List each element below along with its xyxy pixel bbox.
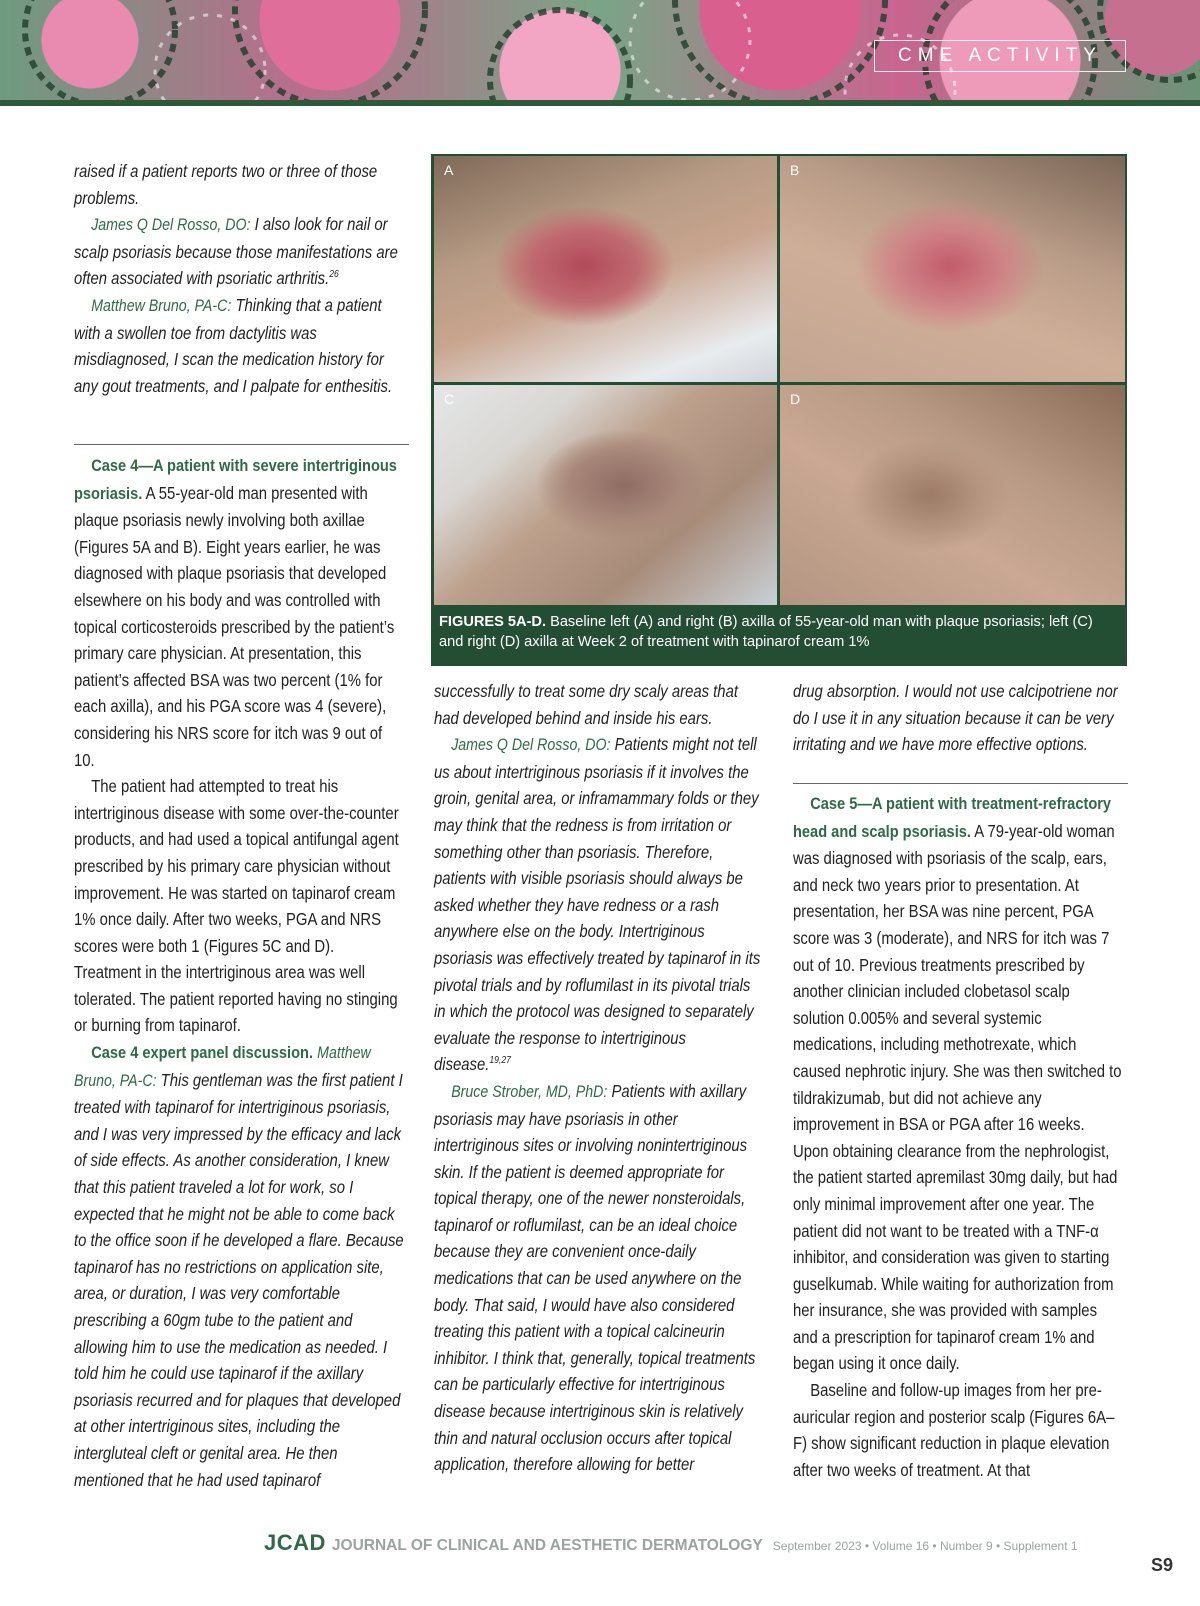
caption-text: Baseline left (A) and right (B) axilla of 55-year-old man with plaque psoriasis; left (C) and right (D) axilla at Week 2 of treatment with tapinarof cream 1% [439, 614, 1093, 650]
figure-caption [439, 612, 1119, 652]
speaker-name: James Q Del Rosso, DO: [91, 216, 251, 235]
journal-logo: JCAD [264, 1530, 326, 1555]
photo-label: D [790, 391, 801, 407]
paragraph-text: A 79-year-old woman was diagnosed with psoriasis of the scalp, ears, and neck two years prior to presentation. At presentation, her BSA was nine percent, PGA score was 3 (moderate), and NRS for itch was 7 out of 10. Previous treatments prescribed by another clinician included clobetasol scalp solution 0.005% and several systemic medications, including methotrexate, which caused nephrotic injury. She was then switched to tildrakizumab, but did not achieve any improvement in BSA or PGA after 16 weeks. Upon obtaining clearance from the nephrologist, the patient started apremilast 30mg daily, but had only minimal improvement after one year. The patient did not want to be treated with a TNF-α inhibitor, and consideration was given to starting guselkumab. While waiting for authorization from her insurance, she was provided with samples and a prescription for tapinarof cream 1% and began using it once daily. [793, 820, 1122, 1374]
speaker-name: Bruce Strober, MD, PhD: [451, 1082, 608, 1101]
paragraph [434, 1078, 764, 1478]
case-heading: Case 4—A patient with severe intertriginous psoriasis. [74, 456, 397, 503]
page-number: S9 [1151, 1555, 1174, 1575]
section-divider [74, 444, 409, 445]
column-2 [434, 678, 764, 1478]
caption-label: FIGURES 5A-D. [439, 614, 547, 630]
photo-a [434, 156, 777, 382]
speaker-name: Matthew Bruno, PA-C: [74, 1044, 371, 1090]
issue-info: September 2023 • Volume 16 • Number 9 • Supplement 1 [772, 1539, 1078, 1553]
photo-c [434, 385, 777, 605]
paragraph-text: Patients with axillary psoriasis may have psoriasis in other intertriginous sites or involving nonintertriginous skin. If the patient is deemed appropriate for topical therapy, one of the newer nonsteroidals, tapinarof or roflumilast, can be an ideal choice because they are convenient once-daily medications that can be used anywhere on the body. That said, I would have also considered treating this patient with a topical calcineurin inhibitor. I think that, generally, topical treatments can be particularly effective for intertriginous disease because intertriginous skin is relatively thin and natural occlusion occurs after topical application, therefore allowing for better [434, 1080, 756, 1475]
column-1 [74, 158, 404, 399]
photo-d [780, 385, 1125, 605]
photo-label: A [444, 162, 454, 178]
paragraph: drug absorption. I would not use calcipotriene nor do I use it in any situation because it can be very irritating and we have more effective options. [793, 681, 1118, 755]
photo-label: B [790, 162, 800, 178]
speaker-name: Matthew Bruno, PA-C: [91, 296, 232, 315]
speaker-name: James Q Del Rosso, DO: [451, 736, 611, 755]
paragraph: successfully to treat some dry scaly areas that had developed behind and inside his ears. [434, 681, 738, 728]
figure-5 [431, 154, 1127, 666]
paragraph [74, 211, 404, 292]
citation: 19,27 [489, 1055, 511, 1067]
cme-activity-badge: CME ACTIVITY [874, 40, 1126, 72]
photo-label: C [444, 391, 455, 407]
paragraph-text: A 55-year-old man presented with plaque psoriasis newly involving both axillae (Figures 5A and B). Eight years earlier, he was diagnosed with plaque psoriasis that developed elsewhere on his body and was controlled with topical corticosteroids prescribed by the patient’s primary care physician. At presentation, this patient’s affected BSA was two percent (1% for each axilla), and his PGA score was 4 (severe), considering his NRS score for itch was 9 out of 10. [74, 482, 395, 770]
paragraph-text: This gentleman was the first patient I treated with tapinarof for intertriginous psoriasis, and I was very impressed by the efficacy and lack of side effects. As another consideration, I knew that this patient traveled a lot for work, so I expected that he might not be able to come back to the office soon if he developed a flare. Because tapinarof has no restrictions on application site, area, or duration, I was very comfortable prescribing a 60gm tube to the patient and allowing him to use the medication as needed. I told him he could use tapinarof if the axillary psoriasis recurred and for plaques that developed at other intertriginous sites, including the intergluteal cleft or genital area. He then mentioned that he had used tapinarof [74, 1069, 404, 1490]
paragraph [74, 292, 404, 399]
header-rule [0, 100, 1200, 106]
paragraph-text: I also look for nail or scalp psoriasis because those manifestations are often associated with psoriatic arthritis. [74, 214, 398, 289]
paragraph: The patient had attempted to treat his intertriginous disease with some over-the-counter products, and had used a topical antifungal agent prescribed by his primary care physician without improvement. He was started on tapinarof cream 1% once daily. After two weeks, PGA and NRS scores were both 1 (Figures 5C and D). Treatment in the intertriginous area was well tolerated. The patient reported having no stinging or burning from tapinarof. [74, 776, 399, 1036]
paragraph [74, 452, 404, 773]
paragraph [74, 1039, 404, 1493]
section-divider [793, 783, 1128, 784]
footer [264, 1530, 1078, 1556]
paragraph-text: Thinking that a patient with a swollen toe from dactylitis was misdiagnosed, I scan the medication history for any gout treatments, and I palpate for enthesitis. [74, 294, 393, 396]
paragraph [434, 731, 764, 1078]
case-heading: Case 5—A patient with treatment-refractory head and scalp psoriasis. [793, 794, 1112, 841]
column-3 [793, 678, 1123, 758]
photo-b [780, 156, 1125, 382]
paragraph: Baseline and follow-up images from her pre-auricular region and posterior scalp (Figures 6A–F) show significant reduction in plaque elevation after two weeks of treatment. At that [793, 1380, 1115, 1480]
column-1-case4 [74, 452, 404, 1493]
panel-heading: Case 4 expert panel discussion. [91, 1043, 314, 1063]
paragraph [793, 790, 1123, 1377]
column-3-case5 [793, 790, 1123, 1483]
paragraph-text: Patients might not tell us about intertriginous psoriasis if it involves the groin, genital area, or inframammary folds or they may think that the redness is from irritation or something other than psoriasis. Therefore, patients with visible psoriasis should always be asked whether they have redness or a rash anywhere else on the body. Intertriginous psoriasis was effectively treated by tapinarof in its pivotal trials and by roflumilast in its pivotal trials in which the protocol was designed to separately evaluate the response to intertriginous disease. [434, 734, 761, 1075]
journal-name: JOURNAL OF CLINICAL AND AESTHETIC DERMATOLOGY [331, 1537, 763, 1554]
header-banner [0, 0, 1200, 104]
paragraph: raised if a patient reports two or three of those problems. [74, 161, 378, 208]
citation: 26 [329, 269, 339, 281]
